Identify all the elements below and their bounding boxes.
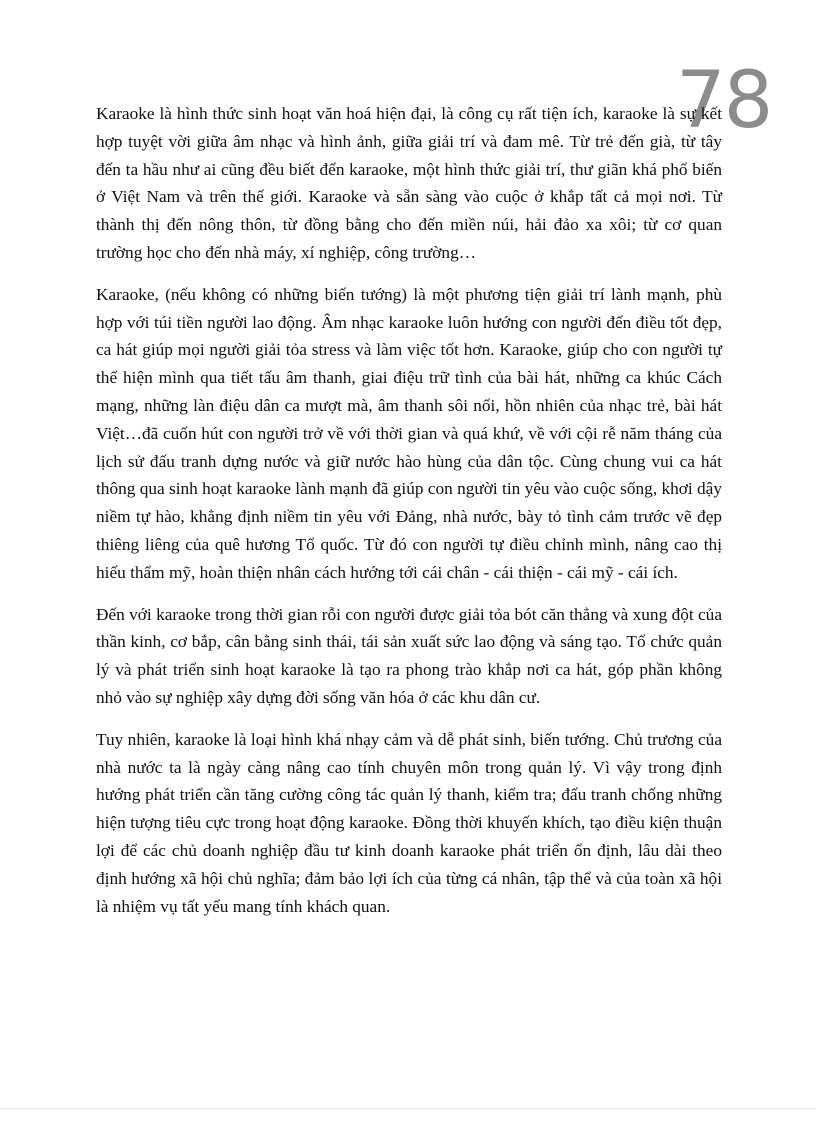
paragraph-2: Karaoke, (nếu không có những biến tướng) là một phương tiện giải trí lành mạnh, phù hợp với túi tiền người lao động. Âm nhạc karaoke luôn hướng con người đến điều tốt đẹp, ca hát giúp mọi người giải tỏa stress và làm việc tốt hơn. Karaoke, giúp cho con người tự thể hiện mình qua tiết tấu âm thanh, giai điệu trữ tình của bài hát, những ca khúc Cách mạng, những làn điệu dân ca mượt mà, âm thanh sôi nổi, hồn nhiên của nhạc trẻ, bài hát Việt…đã cuốn hút con người trở về với thời gian và quá khứ, về với cội rễ năm tháng của lịch sử đấu tranh dựng nước và giữ nước hào hùng của dân tộc. Cùng chung vui ca hát thông qua sinh hoạt karaoke lành mạnh đã giúp con người tin yêu vào cuộc sống, khơi dậy niềm tự hào, khẳng định niềm tin yêu với Đảng, nhà nước, bày tỏ tình cảm trước vẽ đẹp thiêng liêng của quê hương Tổ quốc. Từ đó con người tự điều chỉnh mình, nâng cao thị hiếu thẩm mỹ, hoàn thiện nhân cách hướng tới cái chân - cái thiện - cái mỹ - cái ích. <box>96 284 722 582</box>
paragraph-1: Karaoke là hình thức sinh hoạt văn hoá hiện đại, là công cụ rất tiện ích, karaoke là sự kết hợp tuyệt vời giữa âm nhạc và hình ảnh, giữa giải trí và đam mê. Từ trẻ đến già, từ tây đến ta hầu như ai cũng đều biết đến karaoke, một hình thức giải trí, thư giãn khá phổ biến ở Việt Nam và trên thế giới. Karaoke và sẵn sàng vào cuộc ở khắp tất cả mọi nơi. Từ thành thị đến nông thôn, từ đồng bằng cho đến miền núi, hải đảo xa xôi; từ cơ quan trường học cho đến nhà máy, xí nghiệp, công trường… <box>96 104 722 262</box>
body-text <box>96 100 722 934</box>
page-bottom-divider <box>0 1108 816 1109</box>
paragraph-3: Đến với karaoke trong thời gian rỗi con người được giải tỏa bót căn thẳng và xung đột của thần kinh, cơ bắp, cân bằng sinh thái, tái sản xuất sức lao động và sáng tạo. Tổ chức quản lý và phát triển sinh hoạt karaoke là tạo ra phong trào khắp nơi ca hát, góp phần không nhỏ vào sự nghiệp xây dựng đời sống văn hóa ở các khu dân cư. <box>96 604 722 707</box>
paragraph-4: Tuy nhiên, karaoke là loại hình khá nhạy cảm và dễ phát sinh, biến tướng. Chủ trương của nhà nước ta là ngày càng nâng cao tính chuyên môn trong quản lý. Vì vậy trong định hướng phát triển cần tăng cường công tác quản lý thanh, kiểm tra; đấu tranh chống những hiện tượng tiêu cực trong hoạt động karaoke. Đồng thời khuyến khích, tạo điều kiện thuận lợi để các chủ doanh nghiệp đầu tư kinh doanh karaoke phát triển ổn định, lâu dài theo định hướng xã hội chủ nghĩa; đảm bảo lợi ích của từng cá nhân, tập thể và của toàn xã hội là nhiệm vụ tất yếu mang tính khách quan. <box>96 729 722 916</box>
page-number: 78 <box>676 56 772 146</box>
